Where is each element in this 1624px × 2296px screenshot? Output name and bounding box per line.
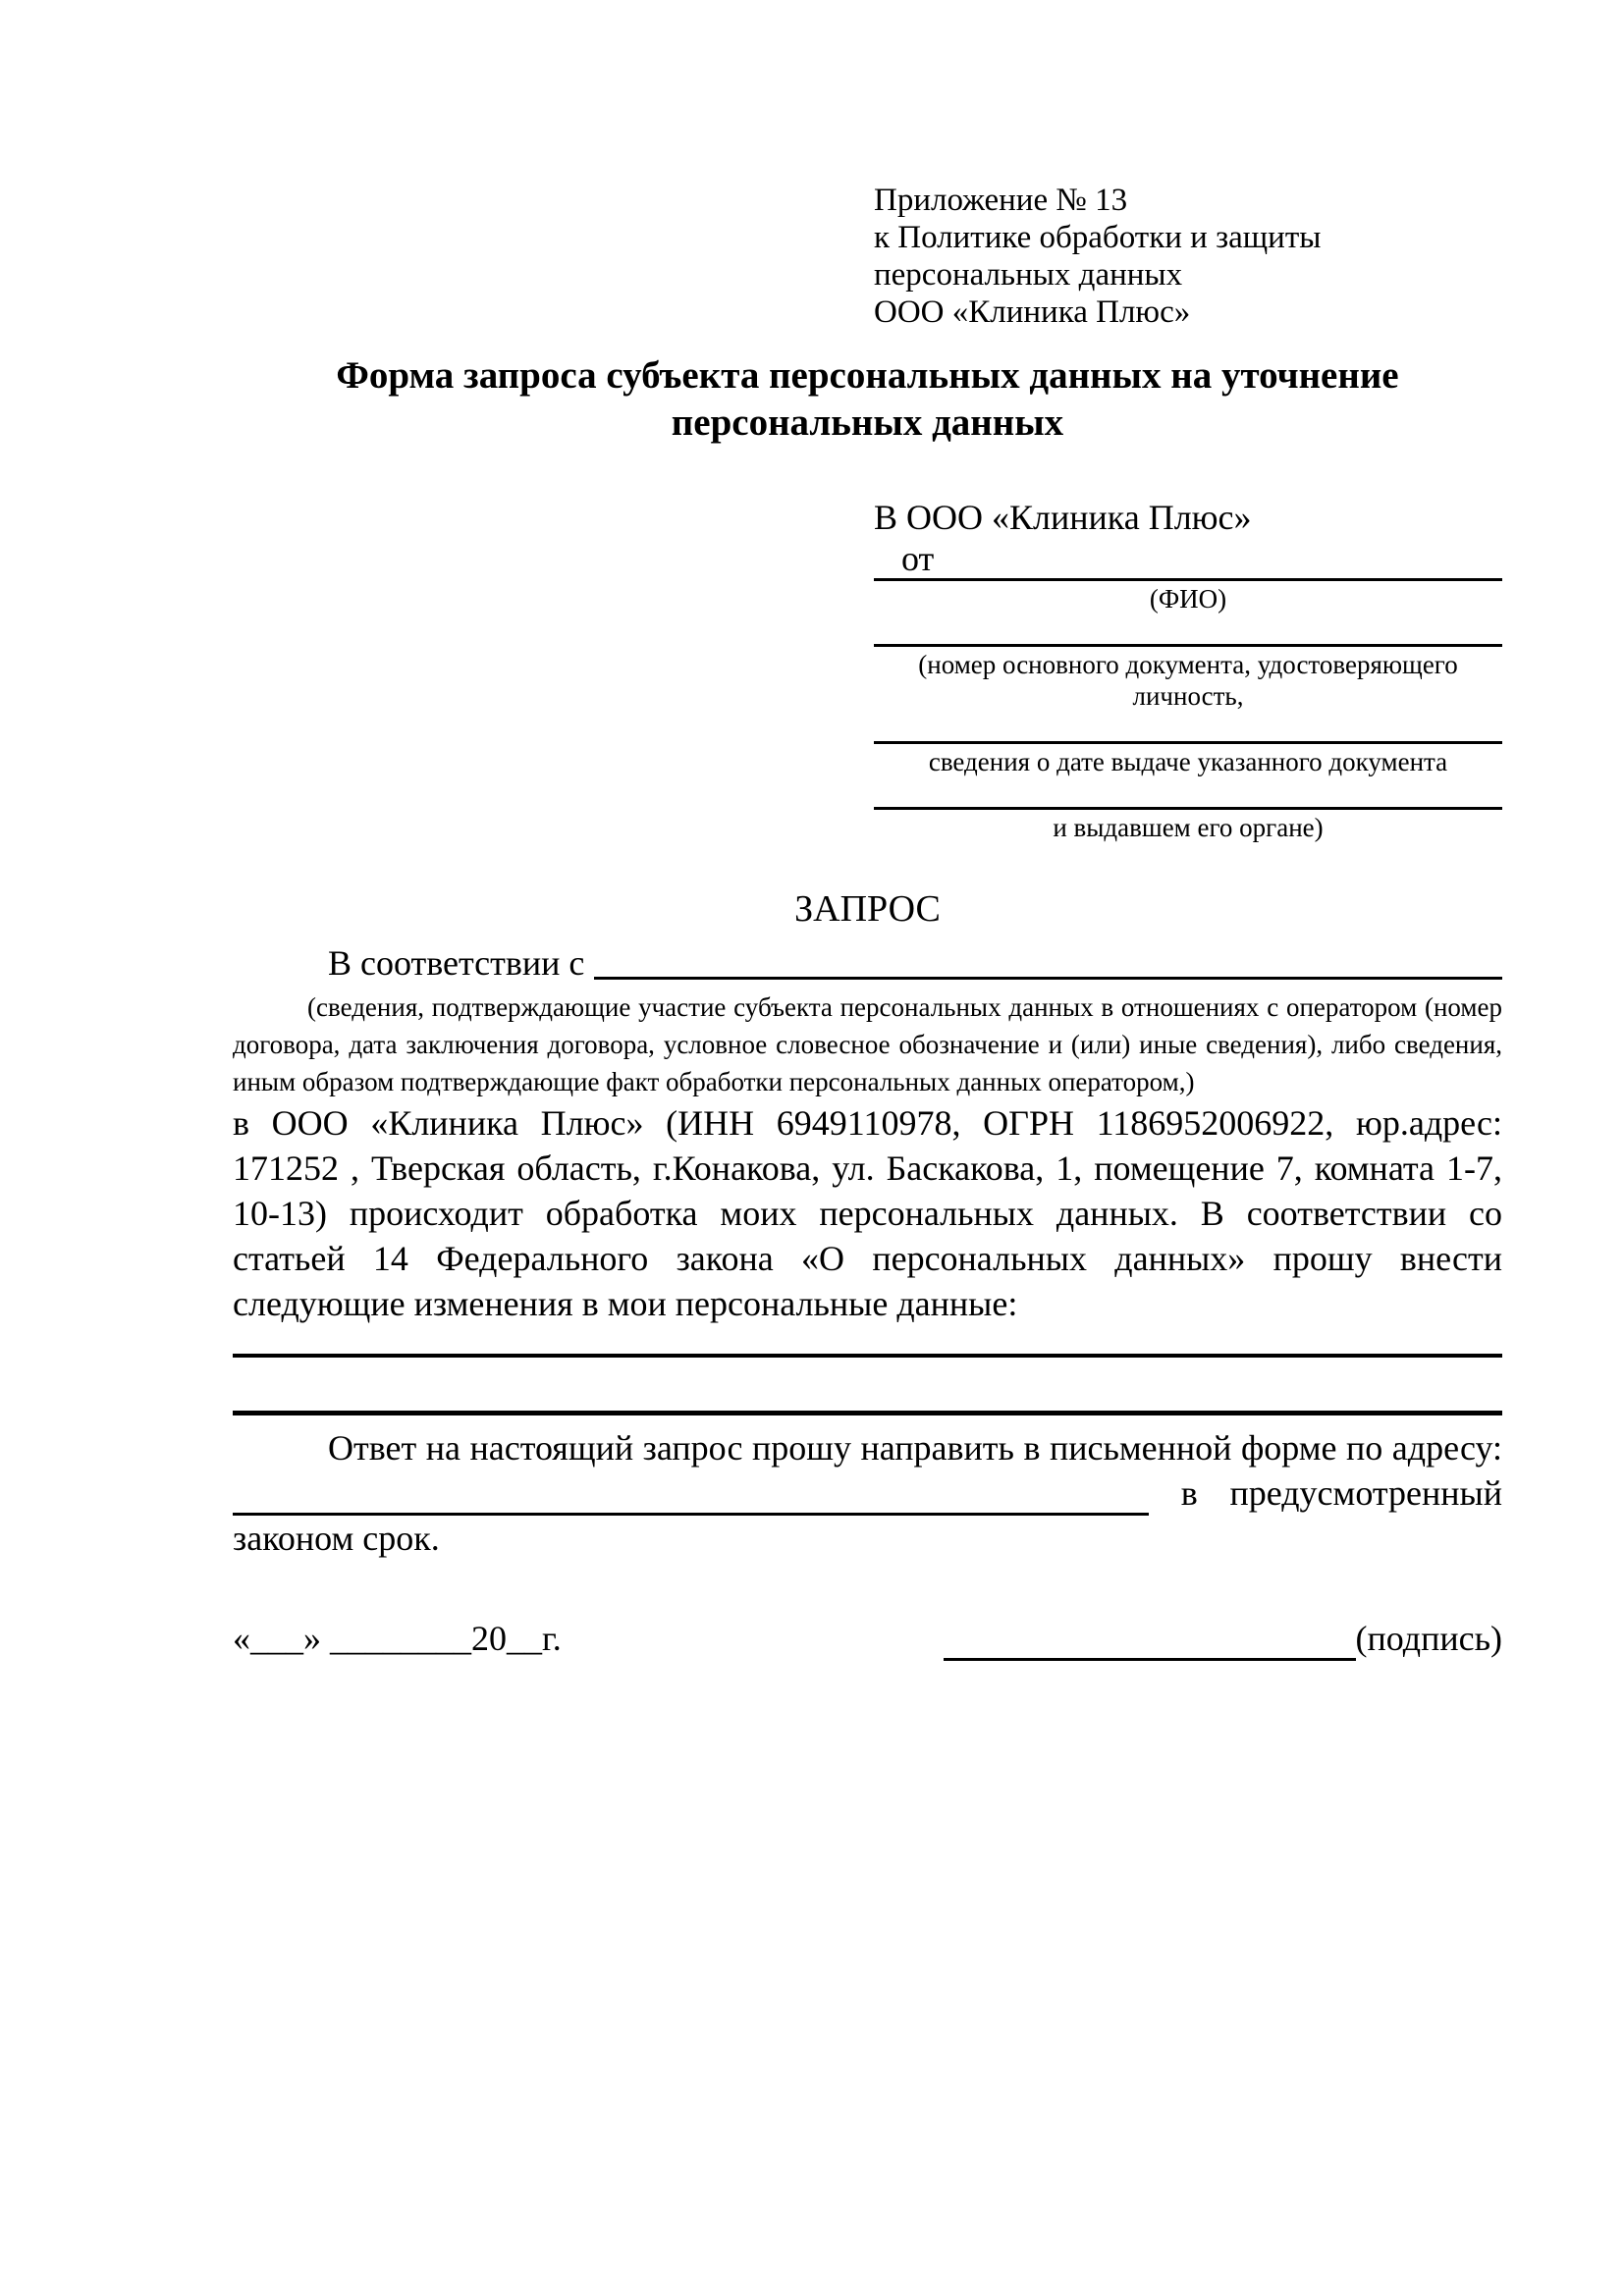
document-title: Форма запроса субъекта персональных данных на уточнение персональных данных xyxy=(336,354,1399,444)
reply-tail: законом срок. xyxy=(233,1519,440,1558)
appendix-line-4: ООО «Клиника Плюс» xyxy=(874,294,1191,330)
address-blank-line xyxy=(233,1476,1149,1516)
reply-word-predusmotrennyj: предусмотренный xyxy=(1229,1473,1502,1513)
issue-date-caption: сведения о дате выдаче указанного документа xyxy=(928,747,1448,776)
footer-row xyxy=(233,1616,1502,1661)
body-paragraph: в ООО «Клиника Плюс» (ИНН 6949110978, ОГРН 1186952006922, юр.адрес: 171252 , Тверская область, г.Конакова, ул. Баскакова, 1, помещение 7, комната 1-7, 10-13) происходит обработка моих персональных данных. В соответствии со статьей 14 Федерального закона «О персональных данных» прошу внести следующие изменения в мои персональные данные: xyxy=(233,1103,1502,1323)
appendix-line-2: к Политике обработки и защиты xyxy=(874,220,1322,255)
accordance-label: В соответствии с xyxy=(328,943,585,983)
accordance-row xyxy=(233,941,1502,985)
issuing-authority-blank-line xyxy=(874,807,1502,810)
issue-date-blank-line xyxy=(874,741,1502,744)
accordance-blank-line xyxy=(594,941,1502,980)
addressee-org: В ООО «Клиника Плюс» xyxy=(874,498,1252,537)
identity-document-caption: (номер основного документа, удостоверяющего личность, xyxy=(918,650,1458,711)
signature-caption: (подпись) xyxy=(1355,1619,1502,1658)
date-blank: «___» ________20__г. xyxy=(233,1619,562,1658)
addressee-block xyxy=(874,496,1502,843)
reply-word-v: в xyxy=(1180,1473,1198,1513)
reply-sentence: Ответ на настоящий запрос прошу направить в письменной форме по адресу: xyxy=(328,1428,1502,1468)
changes-blank-line-1 xyxy=(233,1354,1502,1358)
from-label: от xyxy=(901,539,935,578)
appendix-line-3: персональных данных xyxy=(874,257,1183,293)
accordance-note: (сведения, подтверждающие участие субъекта персональных данных в отношениях с оператором (номер договора, дата заключения договора, условное словесное обозначение и (или) иные сведения), либо сведения, иным образом подтверждающие факт обработки персональных данных оператором,) xyxy=(233,992,1502,1096)
changes-blank-line-2 xyxy=(233,1411,1502,1415)
reply-address-row xyxy=(233,1470,1502,1516)
request-heading: ЗАПРОС xyxy=(794,888,941,930)
identity-document-blank-line xyxy=(874,644,1502,647)
appendix-block xyxy=(874,182,1502,331)
fio-caption: (ФИО) xyxy=(1149,584,1227,614)
signature-block xyxy=(944,1616,1502,1661)
issuing-authority-caption: и выдавшем его органе) xyxy=(1053,813,1324,842)
signature-blank-line xyxy=(944,1622,1356,1661)
appendix-line-1: Приложение № 13 xyxy=(874,183,1128,218)
fio-blank-line xyxy=(874,578,1502,581)
